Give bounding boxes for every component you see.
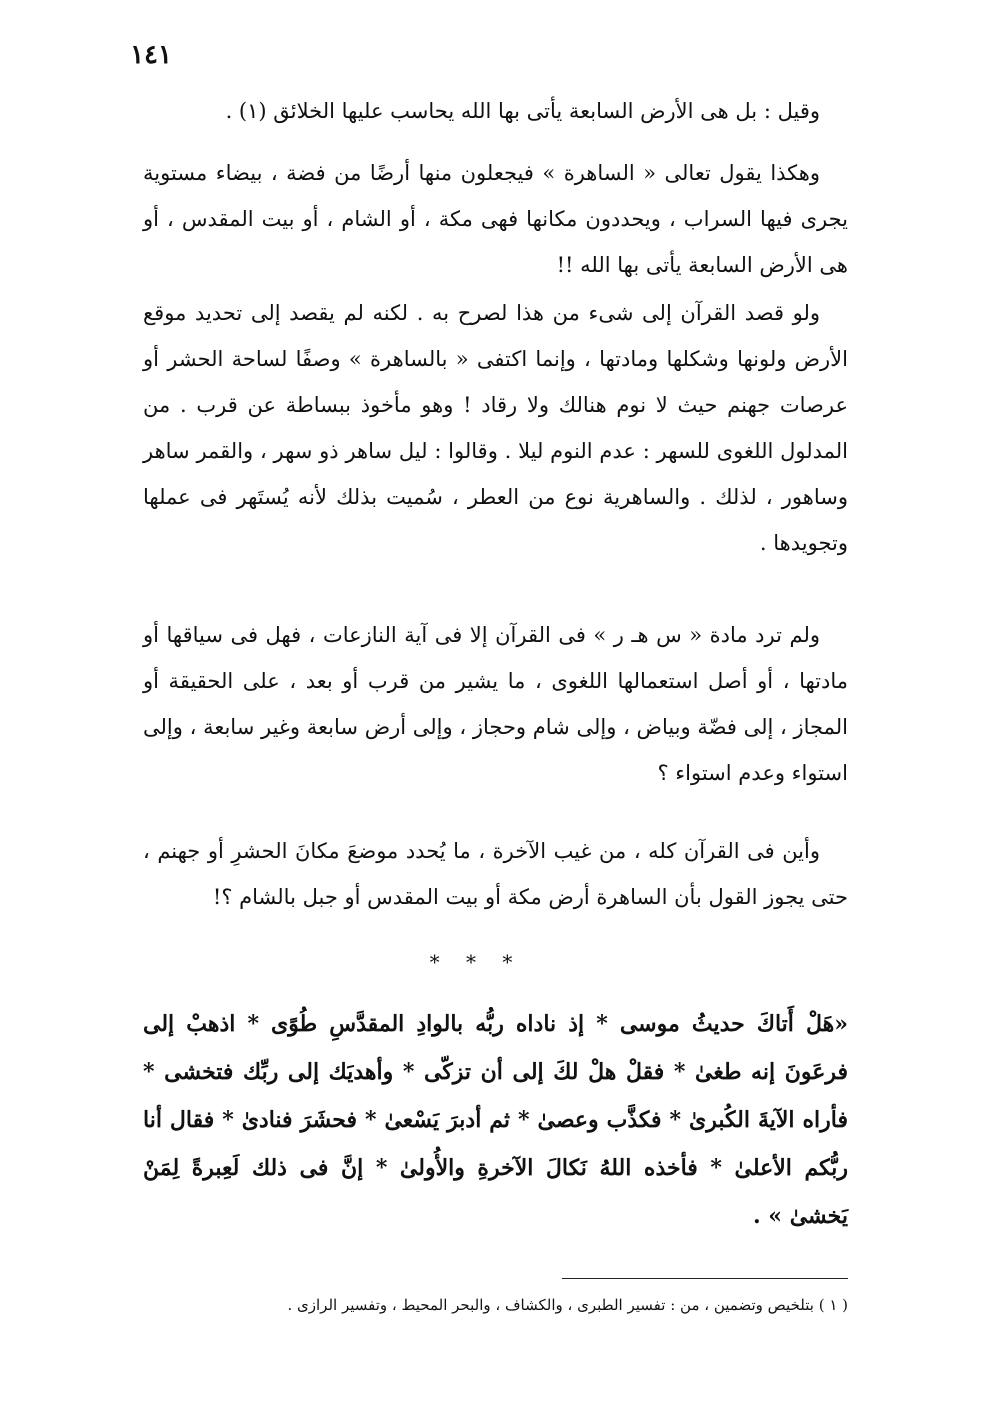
quran-quote-text: «هَلْ أَتاكَ حديثُ موسى * إذ ناداه ربُّه بالوادِ المقدَّسِ طُوًى * اذهبْ إلى فرعَونَ إنه طغىٰ * فقلْ هلْ لكَ إلى أن تزكّى * وأهديَك إلى ربِّك فتخشى * فأراه الآيةَ الكُبرىٰ * فكذَّب وعصىٰ * ثم أدبرَ يَسْعىٰ * فحشَرَ فنادىٰ * فقال أنا ربُّكم الأعلىٰ * فأخذه اللهُ نَكالَ الآخرةِ والأُولىٰ * إنَّ فى ذلك لَعِبرةً لِمَنْ يَخشىٰ » .	[143, 1011, 849, 1229]
footnote: ( ١ ) بتلخيص وتضمين ، من : تفسير الطبرى ، والكشاف ، والبحر المحيط ، وتفسير الرازى .	[287, 1296, 848, 1314]
quran-quote	[143, 1000, 848, 1240]
paragraph-text: ولم ترد مادة « س هـ ر » فى القرآن إلا فى آية النازعات ، فهل فى سياقها أو مادتها ، أو أصل استعمالها اللغوى ، ما يشير من قرب أو بعد ، على الحقيقة أو المجاز ، إلى فضّة وبياض ، وإلى شام وحجاز ، وإلى أرض سابعة وغير سابعة ، وإلى استواء وعدم استواء ؟	[143, 623, 848, 785]
footnote-rule	[562, 1278, 848, 1279]
paragraph-2	[143, 150, 848, 288]
paragraph-text: ولو قصد القرآن إلى شىء من هذا لصرح به . لكنه لم يقصد إلى تحديد موقع الأرض ولونها وشكلها ومادتها ، وإنما اكتفى « بالساهرة » وصفًا لساحة الحشر أو عرصات جهنم حيث لا نوم هنالك ولا رقاد ! وهو مأخوذ ببساطة عن قرب . من المدلول اللغوى للسهر : عدم النوم ليلا . وقالوا : ليل ساهر ذو سهر ، والقمر ساهر وساهور ، لذلك . والساهرية نوع من العطر ، سُميت بذلك لأنه يُستَهر فى عملها وتجويدها .	[143, 301, 848, 555]
paragraph-4	[143, 612, 848, 796]
paragraph-text: وهكذا يقول تعالى « الساهرة » فيجعلون منها أرضًا من فضة ، بيضاء مستوية يجرى فيها السراب ، ويحددون مكانها فهى مكة ، أو الشام ، أو بيت المقدس ، أو هى الأرض السابعة يأتى بها الله !!	[143, 161, 848, 277]
paragraph-text: وأين فى القرآن كله ، من غيب الآخرة ، ما يُحدد موضعَ مكانَ الحشرِ أو جهنم ، حتى يجوز القول بأن الساهرة أرض مكة أو بيت المقدس أو جبل بالشام ؟!	[143, 839, 848, 909]
paragraph-1	[143, 88, 848, 134]
paragraph-text: وقيل : بل هى الأرض السابعة يأتى بها الله يحاسب عليها الخلائق (١) .	[225, 99, 820, 123]
section-separator: * * *	[429, 950, 523, 974]
page-number: ١٤١	[130, 40, 172, 70]
paragraph-5	[143, 828, 848, 920]
paragraph-3	[143, 290, 848, 566]
